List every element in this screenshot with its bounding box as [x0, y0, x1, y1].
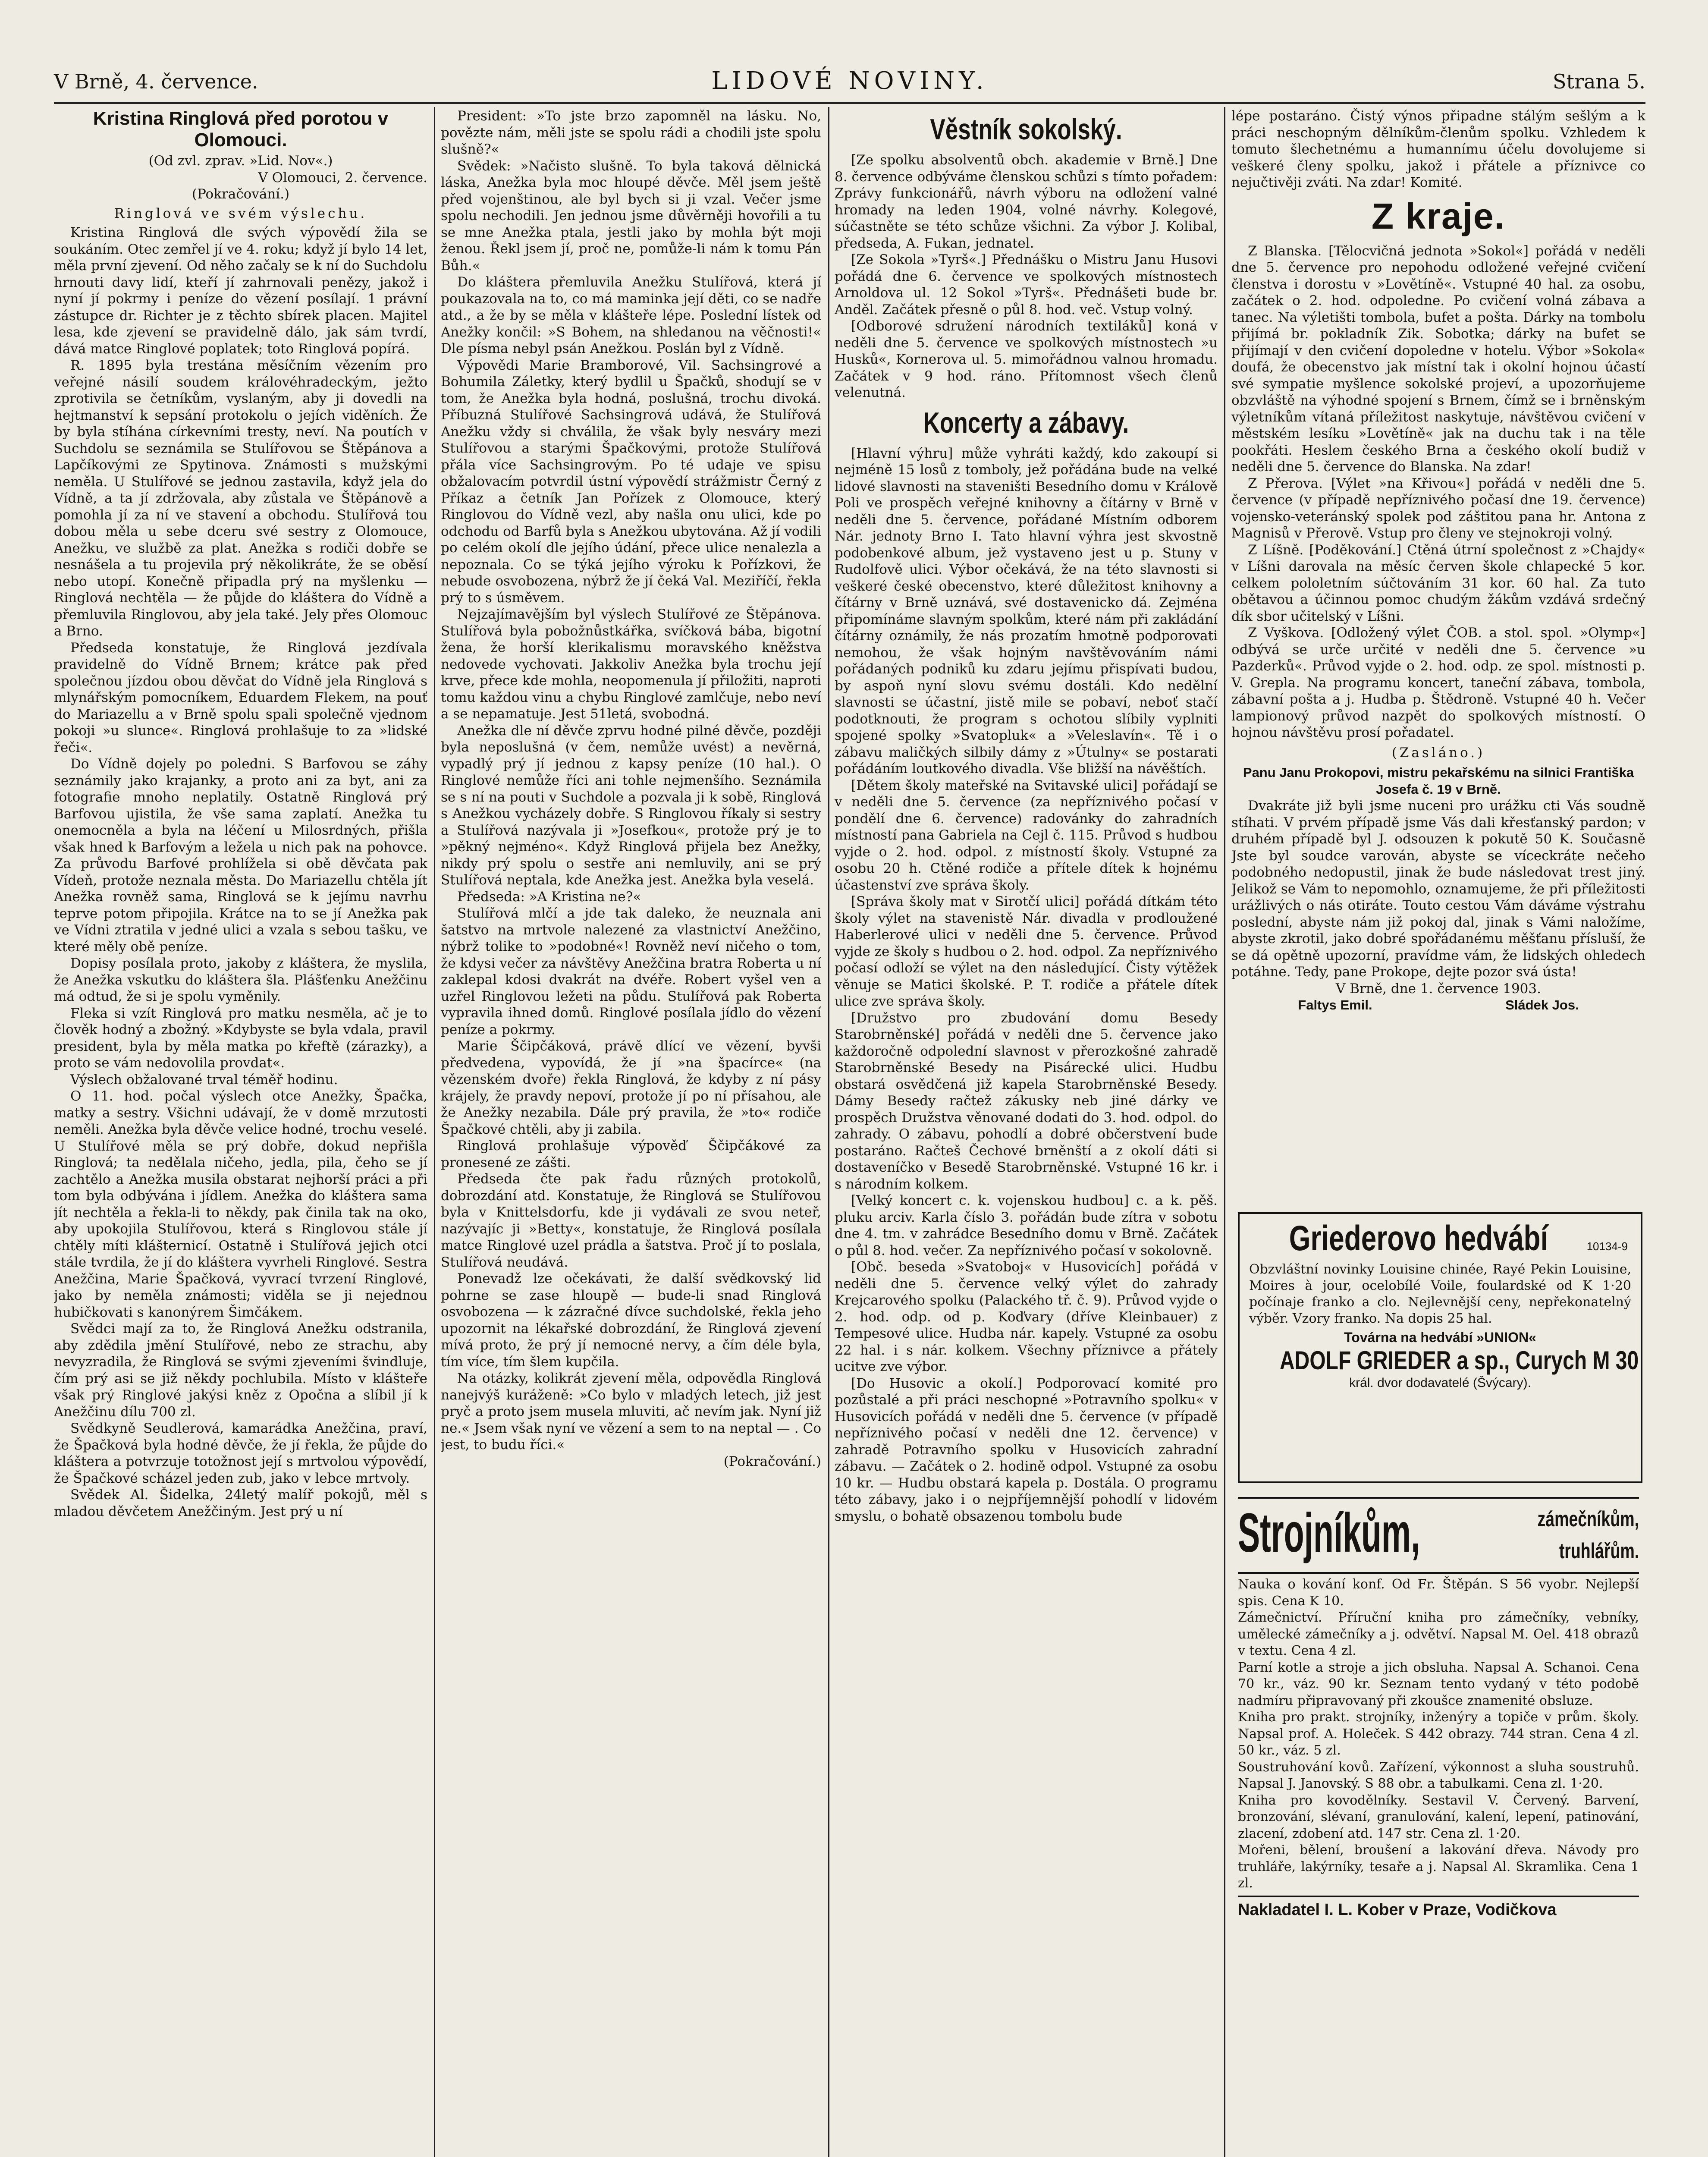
article-paragraph: Kristina Ringlová dle svých výpovědí žila se soukáním. Otec zemřel jí ve 4. roku; když jí bylo 14 let, měla první zjevení. Od něho začaly se k ní do Suchdolu hrnouti davy lidí, kteří jí zahrnovali penězy, jakož i nyní jí pokrmy i peníze do vězení posílají. 1 právní zástupce dr. Richter je z těchto sbírek placen. Majitel lesa, kde zjevení se pravidelně dálo, jak sám tvrdí, dává matce Ringlové poplatek; toto Ringlová popírá. — [54, 225, 427, 357]
article-title: Kristina Ringlová před porotou v Olomouci. — [93, 108, 389, 151]
article-paragraph: Anežka dle ní děvče zprvu hodné pilné děvče, později byla neposlušná (v čem, nemůže uvést) a nevěrná, vypadlý prý jí jednou z kapsy peníze (10 hal.). O Ringlové nemůže říci ani tohle nejmenšího. Seznámila se s ní na pouti v Suchdole a pozvala ji k sobě, Ringlová s Anežkou vycházely dobře. S Ringlovou říkaly si sestry a Stulířová nazývala ji »Josefkou«, protože prý je to »pěkný nejméno«. Když Ringlová přijela bez Anežky, nikdy prý spolu o sestře ani nemluvily, ani se prý Stulířová neptala, kde Anežka jest. Anežka byla veselá. — [441, 723, 821, 888]
article-subheading: Ringlová ve svém výslechu. — [114, 205, 367, 221]
book-item: Zámečnictví. Příruční kniha pro zámečníky, vebníky, umělecké zámečníky a j. odvětví. Napsal M. Oel. 418 obrazů v textu. Cena 4 zl. — [1238, 1610, 1639, 1658]
column-rule — [1224, 107, 1225, 2157]
signer-name: Sládek Jos. — [1505, 997, 1579, 1012]
article-paragraph: Výslech obžalované trval téměř hodinu. — [70, 1072, 338, 1088]
notice-paragraph: [Družstvo pro zbudování domu Besedy Starobrněnské] pořádá v neděli dne 5. července jako každoročně odpolední slavnost v přerozkošné zahradě Starobrněnské Besedy na Pisárecké ulici. Hudbu obstará osvědčená již kapela Starobrněnské Besedy. Dámy Besedy račtež zákusky neb jiné dárky ve prospěch Družstva věnované dodati do 3. hod. odpol. do zahrady. O zábavu, pohodlí a dobré občerstvení bude postaráno. Račteš Čechové brněnští a z okolí dáti si dostaveníčko v Besedě Starobrněnské. Vstupné 16 kr. i s národním kolkem. — [835, 1010, 1218, 1192]
notice-paragraph: [Ze Sokola »Tyrš«.] Přednášku o Mistru Janu Husovi pořádá dne 6. července ve spolkových místnostech Arnoldova ul. 12 Sokol »Tyrš«. Přednášeti bude br. Anděl. Začátek přesně o půl 8. hod. več. Vstup volný. — [835, 252, 1218, 318]
notice-paragraph: [Velký koncert c. k. vojenskou hudbou] c. a k. pěš. pluku arciv. Karla číslo 3. pořádán bude zítra v sobotu dne 4. tm. v zahrádce Besedního domu v Brně. Začátek o půl 8. hod. večer. Za nepříznivého počasí v sokolovně. — [835, 1193, 1218, 1258]
grieder-note: král. dvor dodavatelé (Švýcary). — [1349, 1376, 1531, 1390]
article-paragraph: Svědek: »Načisto slušně. To byla taková dělnická láska, Anežka byla moc hloupé děvče. Měl jsem ještě před vojenštinou, ale byl bych si ji vzal. Večer jsme spolu nechodili. Jen jednou jsme důvěrněji hovořili a tu se mne Anežka ptala, jestli jako by mohla být moji ženou. Řekl jsem jí, proč ne, pomůže-li nám k tomu Pán Bůh.« — [441, 158, 821, 274]
article-paragraph: Fleka si vzít Ringlová pro matku nesměla, ač je to člověk hodný a zbožný. »Kdybyste se byla vdala, pravil president, byla by měla matka po křeftě (zárazky), a proto se vám nedovolila provdat«. — [54, 1005, 427, 1071]
books-ad-title: Strojníkům, — [1238, 1502, 1420, 1564]
masthead: LIDOVÉ NOVINY. — [711, 67, 988, 95]
zaslano-date: V Brně, dne 1. července 1903. — [1336, 981, 1541, 997]
book-item: Nauka o kování konf. Od Fr. Štěpán. S 56 vyobr. Nejlepší spis. Cena K 10. — [1238, 1577, 1639, 1609]
notice-paragraph: Z Vyškova. [Odložený výlet ČOB. a stol. spol. »Olymp«] odbývá se urče určité v neděli dne 5. července »u Pazderků«. Průvod vyjde o 2. hod. odp. ze spol. místnosti p. V. Grepla. Na programu koncert, taneční zábava, tombola, zábavní pošta a j. Hudba p. Štědroně. Vstupné 40 h. Večer lampionový průvod nazpět do spolkových místností. O hojnou návštěvu prosí pořadatel. — [1231, 625, 1645, 740]
notice-paragraph: lépe postaráno. Čistý výnos připadne stálým sešlým a k práci neschopným dělníkům-členům spolku. Vzhledem k tomuto šlechetnému a humannímu účelu dovolujeme si veškeré členy spolku, jakož i přátele a příznivce co nejučtivěji zváti. Na zdar! Komité. — [1231, 108, 1645, 190]
notice-paragraph: [Obč. beseda »Svatoboj« v Husovicích] pořádá v neděli dne 5. července velký výlet do zahrady Krejcarového spolku (Palackého tř. č. 9). Průvod vyjde o 2. hod. odp. od p. Koďvary (dříve Kleinbauer) z Tempesové ulice. Hudba nár. kapely. Vstupné za osobu 22 hal. i s nár. kolkem. Všechny příznivce a přátely ucitve zve výbor. — [835, 1259, 1218, 1374]
article-paragraph: Předseda konstatuje, že Ringlová jezdívala pravidelně do Vídně Brnem; krátce pak před společnou jízdou obou děvčat do Vídně jela Ringlová s mlynářským pomocníkem, Eduardem Flekem, na pouť do Mariazellu a v Brně spolu spali společně vjednom pokoji »u slunce«. Ringlová prohlašuje to za »lidské řeči«. — [54, 640, 427, 755]
article-paragraph: O 11. hod. počal výslech otce Anežky, Špačka, matky a sestry. Všichni udávají, že v domě mrzutosti neměli. Anežka byla děvče velice hodné, trochu veselé. U Stulířové měla se prý dobře, dokud nepřišla Ringlová; ta nedělala ničeho, jedla, pila, čeho se jí zachtělo a Anežka musila obstarat nejhorší práci a při tom byla odbývána i jídlem. Anežka do kláštera sama jít nechtěla a řekla-li to někdy, pak činila tak na oko, aby upokojila Stulířovou, která s Ringlovou stále jí chtěly míti klášternicí. Ostatně i Stulířová jejich otci stále tvrdila, že jí do kláštera vyvrheli Ringlové. Sestra Anežčina, Marie Špačková, vyvrací tvrzení Ringlové, jako by neměla známosti; viděla se ji nejednou hubičkovati s kanonýrem Šimčákem. — [54, 1088, 427, 1320]
header-rule — [54, 102, 1645, 104]
books-ad-header — [1238, 1497, 1639, 1574]
article-source: (Od zvl. zprav. »Lid. Nov«.) — [148, 153, 333, 169]
page-header — [54, 65, 1645, 104]
grieder-factory: Továrna na hedvábí »UNION« — [1344, 1330, 1536, 1345]
signer-name: Faltys Emil. — [1298, 997, 1372, 1012]
grieder-code: 10134-9 — [1586, 1240, 1628, 1253]
notice-paragraph: [Do Husovic a okolí.] Podporovací komité pro pozůstalé a při práci neschopné »Potravního spolku« v Husovicích pořádá v neděli dne 5. července (v případě nepříznivého počasí v neděli dne 12. července) v zahradě Potravního spolku v Husovicích zahradní zábavu. — Začátek o 2. hodině odpol. Vstupné za osobu 10 kr. — Hudbu obstará kapela p. Dostála. O programu této zábavy, jako i o nejpříjemnější pohodlí v lidovém smyslu, o bohatě obsazenou tombolu bude — [835, 1375, 1218, 1524]
column-4 — [1231, 108, 1645, 1169]
article-paragraph: Svědek Al. Šidelka, 24letý malíř pokojů, měl s mladou děvčetem Anežčiným. Jest prý u ní — [54, 1487, 427, 1519]
column-2 — [441, 108, 821, 2157]
books-ad-list — [1238, 1574, 1639, 1892]
books-ad-side1: zámečníkům, — [1537, 1507, 1639, 1531]
notice-paragraph: [Hlavní výhru] může vyhráti každý, kdo zakoupí si nejméně 15 losů z tomboly, jež pořádána bude na velké lidové slavnosti na staveništi Besedního domu v Králově Poli ve prospěch veřejné knihovny a čítárny v Brně v neděli dne 5. července, pořádané Místním odborem Nár. jednoty Brno I. Tato hlavní výhra jest skvostně podobenkové album, jež vystaveno jest u p. Stuny v Rudolfově ulici. Výbor očekává, že na této slavnosti si veškeré české obecenstvo, které důležitost knihovny a čítárny v Brně uznává, své dostavenicko dá. Zejména připomínáme slavným spolkům, které nám při zakládání čítárny oznámily, že nás prozatím hmotně podporovati nemohou, že však hojným navštěvováním námi pořádaných podniků ku zdaru jejímu přispívati budou, by aspoň nyní slovu svému dostáli. Kdo nedělní slavnosti se účastní, jistě mile se pobaví, neboť stačí podotknouti, že program s ochotou slíbily vyplniti spojené spolky »Svatopluk« a »Veleslavín«. Tě i o zábavu maličkých silbily dámy z »Útulny« se postarati pořádáním loutkového divadla. Vše bližší na návěštích. — [835, 445, 1218, 777]
notice-paragraph: [Dětem školy mateřské na Svitavské ulici] pořádají se v neděli dne 5. července (za nepříznivého počasí v pondělí dne 6. července) radovánky do zahradních místností pana Gabriela na Cejl č. 115. Průvod s hudbou vyjde o 2. hod. odpol. z místností školy. Vstupné za osobu 20 h. Ctěné rodiče a přítele dítek k hojnému účastenství zve správa školy. — [835, 777, 1218, 893]
notice-paragraph: Z Líšně. [Poděkování.] Ctěná útrní společnost z »Chajdy« v Líšni darovala na měsíc červen škole chlapecké 5 kor. celkem pololetním súčtováním 31 kor. 60 hal. Za tuto obětavou a účinnou pomoc chudým žákům vzdává srdečný dík sbor učitelský v Líšni. — [1231, 542, 1645, 624]
column-rule — [434, 107, 435, 2157]
article-paragraph: Na otázky, kolikrát zjevení měla, odpovědla Ringlová nanejvýš kuráženě: »Co bylo v mladých letech, již jest pryč a proto jsem musela mluviti, ač nevím jak. Nyní již ne.« Jsem však nyní ve vězení a sem to na neptal — . Co jest, to budu říci.« — [441, 1371, 821, 1453]
notice-paragraph: Z Blanska. [Tělocvičná jednota »Sokol«] pořádá v neděli dne 5. července pro nepohodu odložené veřejné cvičení členstva i dorostu v »Lovětíně«. Vstupné 40 hal. za osobu, začátek o 2. hod. odpoledne. Po cvičení volná zábava a tanec. Na výletišti tombola, bufet a pošta. Dárky na tombolu přijímá br. pokladník Zik. Sobotka; dárky na bufet se přijímají v den cvičení dopoledne v hotelu. Výbor »Sokola« doufá, že obecenstvo jak místní tak i okolní hojnou účastí své sympatie myšlence sokolské projeví, a upozorňujeme obzvláště na výhodné spojení s Brnem, čímž se i brněnským výletníkům vítaná příležitost naskytuje, návštěvou cvičení v městském lesíku »Lovětíně« jak na duchu tak i na těle pookřáti. Heslem českého Brna a českého okolí budiž v neděli dne 5. července do Blanska. Na zdar! — [1231, 243, 1645, 475]
article-paragraph: Svědkyně Seudlerová, kamarádka Anežčina, praví, že Špačková byla hodné děvče, že jí řekla, že půjde do kláštera a potvrzuje totožnost její s mrtvolou výpovědí, že Špačkové scházel jeden zub, jako v lebce mrtvoly. — [54, 1421, 427, 1486]
article-paragraph: Stulířová mlčí a jde tak daleko, že neuznala ani šatstvo na mrtvole nalezené za vlastnictví Anežčino, nýbrž tolike to »podobné«! Rovněž neví ničeho o tom, že kdysi večer za návštěvy Anežčina bratra Roberta u ní zaklepal kdosi dvakrát na dvéře. Robert vyšel ven a uzřel Ringlovou ležeti na půdu. Stulířová pak Roberta vypravila ihned domů. Ringlové posílala jídlo do vězení peníze a pokrmy. — [441, 906, 821, 1038]
grieder-firm: ADOLF GRIEDER a sp., Curych M 30 — [1280, 1346, 1639, 1375]
article-paragraph: Předseda: »A Kristina ne?« — [457, 889, 641, 905]
notice-paragraph: Z Přerova. [Výlet »na Křivou«] pořádá v neděli dne 5. července (v případě nepříznivého počasí dne 19. července) vojensko-veteránský spolek pod záštitou pana hr. Antona z Magnisů v Přerově. Vstup pro členy ve stejnokroji volný. — [1231, 475, 1645, 541]
article-continuation: (Pokračování.) — [723, 1453, 821, 1469]
article-continuation: (Pokračování.) — [192, 186, 290, 202]
column-1 — [54, 108, 427, 2157]
section-title-concerts: Koncerty a zábavy. — [923, 406, 1129, 439]
article-paragraph: R. 1895 byla trestána měsíčním vězením pro veřejné násilí soudem královéhradeckým, ježto zprotivila se četníkům, vyslaným, aby ji dovedli na hejtmanství k sepsání protokolu o jejích viděních. Že by byla stíhána církevními tresty, neví. Na poutích v Suchdolu se seznámila se Stulířovou se Štěpánova a Lapčíkovými ze Spytinova. Známosti s mužskými neměla. U Stulířové se jednou zastavila, když jela do Vídně, a ta jí zdržovala, aby zůstala ve Štěpánově a pomohla jí za ní ve stavení a obchodu. Stulířová tou dobou měla u sebe dceru své sestry z Olomouce, Anežku, ve službě za plat. Anežka s rodiči dobře se nesnášela a tu projevila prý několikráte, že se oběsí nebo utopí. Konečně připadla prý na myšlenku — Ringlová nechtěla — že půjde do kláštera do Vídně a přemluvila Ringlovou, aby jela také. Jely přes Olomouc a Brno. — [54, 358, 427, 639]
book-item: Soustruhování kovů. Zařízení, výkonnost a sluha soustruhů. Napsal J. Janovský. S 88 obr. a tabulkami. Cena zl. 1·20. — [1238, 1759, 1639, 1791]
grieder-text: Obzvláštní novinky Louisine chinée, Rayé Pekin Louisine, Moires à jour, ocelobílé Voile, foulardské od K 1·20 počínaje franko a clo. Nejlevnější ceny, nepřekonatelný výběr. Vzory franko. Na dopis 25 hal. — [1249, 1262, 1631, 1326]
books-ad-side2: truhlářům. — [1559, 1539, 1639, 1563]
book-item: Parní kotle a stroje a jich obsluha. Napsal A. Schanoi. Cena 70 kr., váz. 90 kr. Seznam tento vydaný v této podobě nadmíru připravovaný při zkoušce znamenité obsluze. — [1238, 1660, 1639, 1708]
column-3 — [835, 108, 1218, 2157]
notice-paragraph: [Ze spolku absolventů obch. akademie v Brně.] Dne 8. července odbýváme členskou schůzi s tímto pořadem: Zprávy funkcionářů, návrh výboru na odložení valné hromady na leden 1904, volné návrhy. Kolegové, súčastněte se této schůze všichni. Za výbor J. Kolibal, předseda, A. Fukan, jednatel. — [835, 152, 1218, 251]
books-ad — [1238, 1497, 1639, 2157]
notice-paragraph: [Odborové sdružení národních textiláků] koná v neděli dne 5. července ve spolkových místnostech »u Husků«, Kornerova ul. 5. mimořádnou valnou hromadu. Začátek v 9 hod. ráno. Přítomnost všech členů velenutná. — [835, 318, 1218, 400]
books-ad-publisher: Nakladatel I. L. Kober v Praze, Vodičkova — [1238, 1896, 1639, 1919]
book-item: Kniha pro kovodělníky. Sestavil V. Červený. Barvení, bronzování, slévaní, granulování, kalení, lepení, patinování, zlacení, zdobení atd. 147 str. Cena zl. 1·20. — [1238, 1792, 1639, 1841]
article-paragraph: Ringlová prohlašuje výpověď Ščipčákové za pronesené ze zášti. — [441, 1138, 821, 1170]
article-paragraph: President: »To jste brzo zapomněl na lásku. No, povězte nám, měli jste se spolu rádi a chodili jste spolu slušně?« — [441, 108, 821, 157]
book-item: Kniha pro prakt. strojníky, inženýry a topiče v prům. školy. Napsal prof. A. Holeček. S 442 obrazy. 744 stran. Cena 4 zl. 50 kr., váz. 5 zl. — [1238, 1710, 1639, 1758]
article-paragraph: Výpovědi Marie Bramborové, Vil. Sachsingrové a Bohumila Záletky, který bydlil u Špačků, shodují se v tom, že Anežka byla hodná, poslušná, trochu divoká. Příbuzná Stulířové Sachsingrová udává, že Stulířová Anežku vždy si chválila, že však byly nesváry mezi Stulířovou a starými Špačkovými, protože Stulířová přála více Sachsingrovým. Po té udaje ve spisu obžalovacím potvrdil ústní výpovědí strážmistr Černý z Příkaz a četník Jan Pořízek z Olomouce, který Ringlovou do Vídně vezl, aby našla onu ulici, kde po odchodu od Barfů byla s Anežkou ubytována. Až jí vodili po celém okolí dle jejího údání, přece ulice nenalezla a nepoznala. Co se týká jejího výroku k Pořízkovi, že nebude osvobozena, nýbrž že jí čeká Val. Meziříčí, řekla prý to s úsměvem. — [441, 357, 821, 606]
column-rule — [828, 107, 829, 2157]
zaslano-text: Dvakráte již byli jsme nuceni pro urážku cti Vás soudně stíhati. V prvém případě jsme Vás dali křesťanský pardon; v druhém případě byl J. odsouzen k pokutě 50 K. Současně Jste byl soudce varován, abyste se víceckráte nečeho podobného nedopustil, jinak že bude následovat trest jiný. Jelikož se Vám to nepomohlo, oznamujeme, že při příležitosti urážlivých o nás otiráte. Touto cestou Vám dáváme výstrahu poslední, abyste nám již pokoj dal, jinak s Vámi naložíme, abyste zkrotil, jako dobré spořádanému měšťanu přísluší, že se dá opětně upozorní, pravídme vám, že lidských ohledech potáhne. Tedy, pane Prokope, dejte pozor svá ústa! — [1231, 798, 1645, 980]
article-paragraph: Do kláštera přemluvila Anežku Stulířová, která jí poukazovala na to, co má maminka její děti, co se nadře atd., a že by se měla v klášteře lépe. Poslední lístek od Anežky končil: »S Bohem, na shledanou na věčnosti!« Dle písma nebyl psán Anežkou. Poslán byl z Vídně. — [441, 274, 821, 356]
article-paragraph: Dopisy posílala proto, jakoby z kláštera, že myslila, že Anežka vskutku do kláštera šla. Plášťenku Anežčinu má odtud, že si je spolu vyměnily. — [54, 956, 427, 1004]
section-title-sokol: Věstník sokolský. — [930, 113, 1122, 146]
article-paragraph: Svědci mají za to, že Ringlová Anežku odstranila, aby zdědila jmění Stulířové, nebo ze strachu, aby nevyzradila, že Ringlová se svými zjeveními švindluje, čím prý asi se již někdy pochlubila. Místo v klášteře však prý Ringlové jakýsi kněz z Opočna a slíbil jí k Anežčinu dílu 700 zl. — [54, 1321, 427, 1420]
grieder-title: Griederovo hedvábí — [1289, 1219, 1548, 1258]
zaslano-signatures — [1231, 997, 1645, 1014]
section-title-region: Z kraje. — [1371, 195, 1506, 236]
notice-paragraph: [Správa školy mat v Sirotčí ulici] pořádá dítkám této školy výlet na stavenistě Nár. divadla v prodloužené Haberlerové ulici v neděli dne 5. července. Průvod vyjde ze školy s hudbou o 2. hod. odpol. Za nepříznivého počasí odloží se výlet na den následující. Čisty výtěžek věnuje se Matici školské. P. T. rodiče a přátele dítek ulice zve správa školy. — [835, 894, 1218, 1009]
article-paragraph: Ponevadž lze očekávati, že další svědkovský lid pohrne se zase hloupě — bude-li snad Ringlová osvobozena — k zázračné dívce suchdolské, řekla jeho upozornit na lékařské dobrozdání, že Ringlová zjevení mívá proto, že prý jí nemocné nervy, a čím déle byla, tím více, tím šlem kupčila. — [441, 1271, 821, 1370]
zaslano-label: (Zasláno.) — [1391, 745, 1485, 761]
article-paragraph: Do Vídně dojely po poledni. S Barfovou se záhy seznámily jako krajanky, a proto ani za byt, ani za fotografie mnoho neplatily. Ostatně Ringlová prý Barfovou ujistila, že vše sama zaplatí. Anežka tu onemocněla a byla na léčení u Milosrdných, přišla však hned k Barfovým a ležela u nich pak na pohovce. Za průvodu Barfové prohlížela si obě děvčata pak Vídeň, protože neznala města. Do Mariazellu chtěla jít Anežka rovněž sama, Ringlová se k jejímu navrhu teprve potom připojila. Krátce na to se jí Anežka pak ve Vídni ztratila v jedné ulici a vzala s sebou tašku, ve které měly obě peníze. — [54, 756, 427, 955]
book-item: Mořeni, bělení, broušení a lakování dřeva. Návody pro truhláře, lakýrníky, tesaře a j. Napsal Al. Skramlika. Cena 1 zl. — [1238, 1843, 1639, 1891]
article-paragraph: Marie Ščipčáková, právě dlící ve vězení, byvši předvedena, vypovídá, že jí »na špacírce« (na vězenském dvoře) řekla Ringlová, že kdyby z ní pásy krájely, že pravdy nepoví, protože jí po ní přísahou, ale že Anežky nezabila. Dále prý pravila, že »to« rodiče Špačkové chtěli, aby ji zabila. — [441, 1038, 821, 1137]
article-paragraph: Nejzajímavějším byl výslech Stulířové ze Štěpánova. Stulířová byla pobožnůstkářka, svíčková bába, bigotní žena, že horší klerikalismu moravského kněžstva nedovede vychovati. Jakkoliv Anežka byla trochu její krve, přece kde mohla, neopomenula jí přiložiti, naproti tomu každou vinu a chybu Ringlové zamlčuje, nebo neví a se nepamatuje. Jest 51letá, svobodná. — [441, 607, 821, 722]
grieder-silk-ad — [1238, 1212, 1642, 1483]
article-dateline: V Olomouci, 2. července. — [258, 170, 427, 186]
zaslano-heading: Panu Janu Prokopovi, mistru pekařskému na silnici Františka Josefa č. 19 v Brně. — [1243, 765, 1634, 797]
header-date: V Brně, 4. července. — [54, 70, 258, 93]
article-paragraph: Předseda čte pak řadu různých protokolů, dobrozdání atd. Konstatuje, že Ringlová se Stulířovou byla v Knittelsdorfu, kde ji vydávali ze svou neteř, nazývajíc ji »Betty«, konstatuje, že Ringlová posílala matce Ringlové uzel prádla a šatstva. Proč jí to poslala, Stulířová neudává. — [441, 1171, 821, 1270]
page-number: Strana 5. — [1553, 70, 1645, 93]
